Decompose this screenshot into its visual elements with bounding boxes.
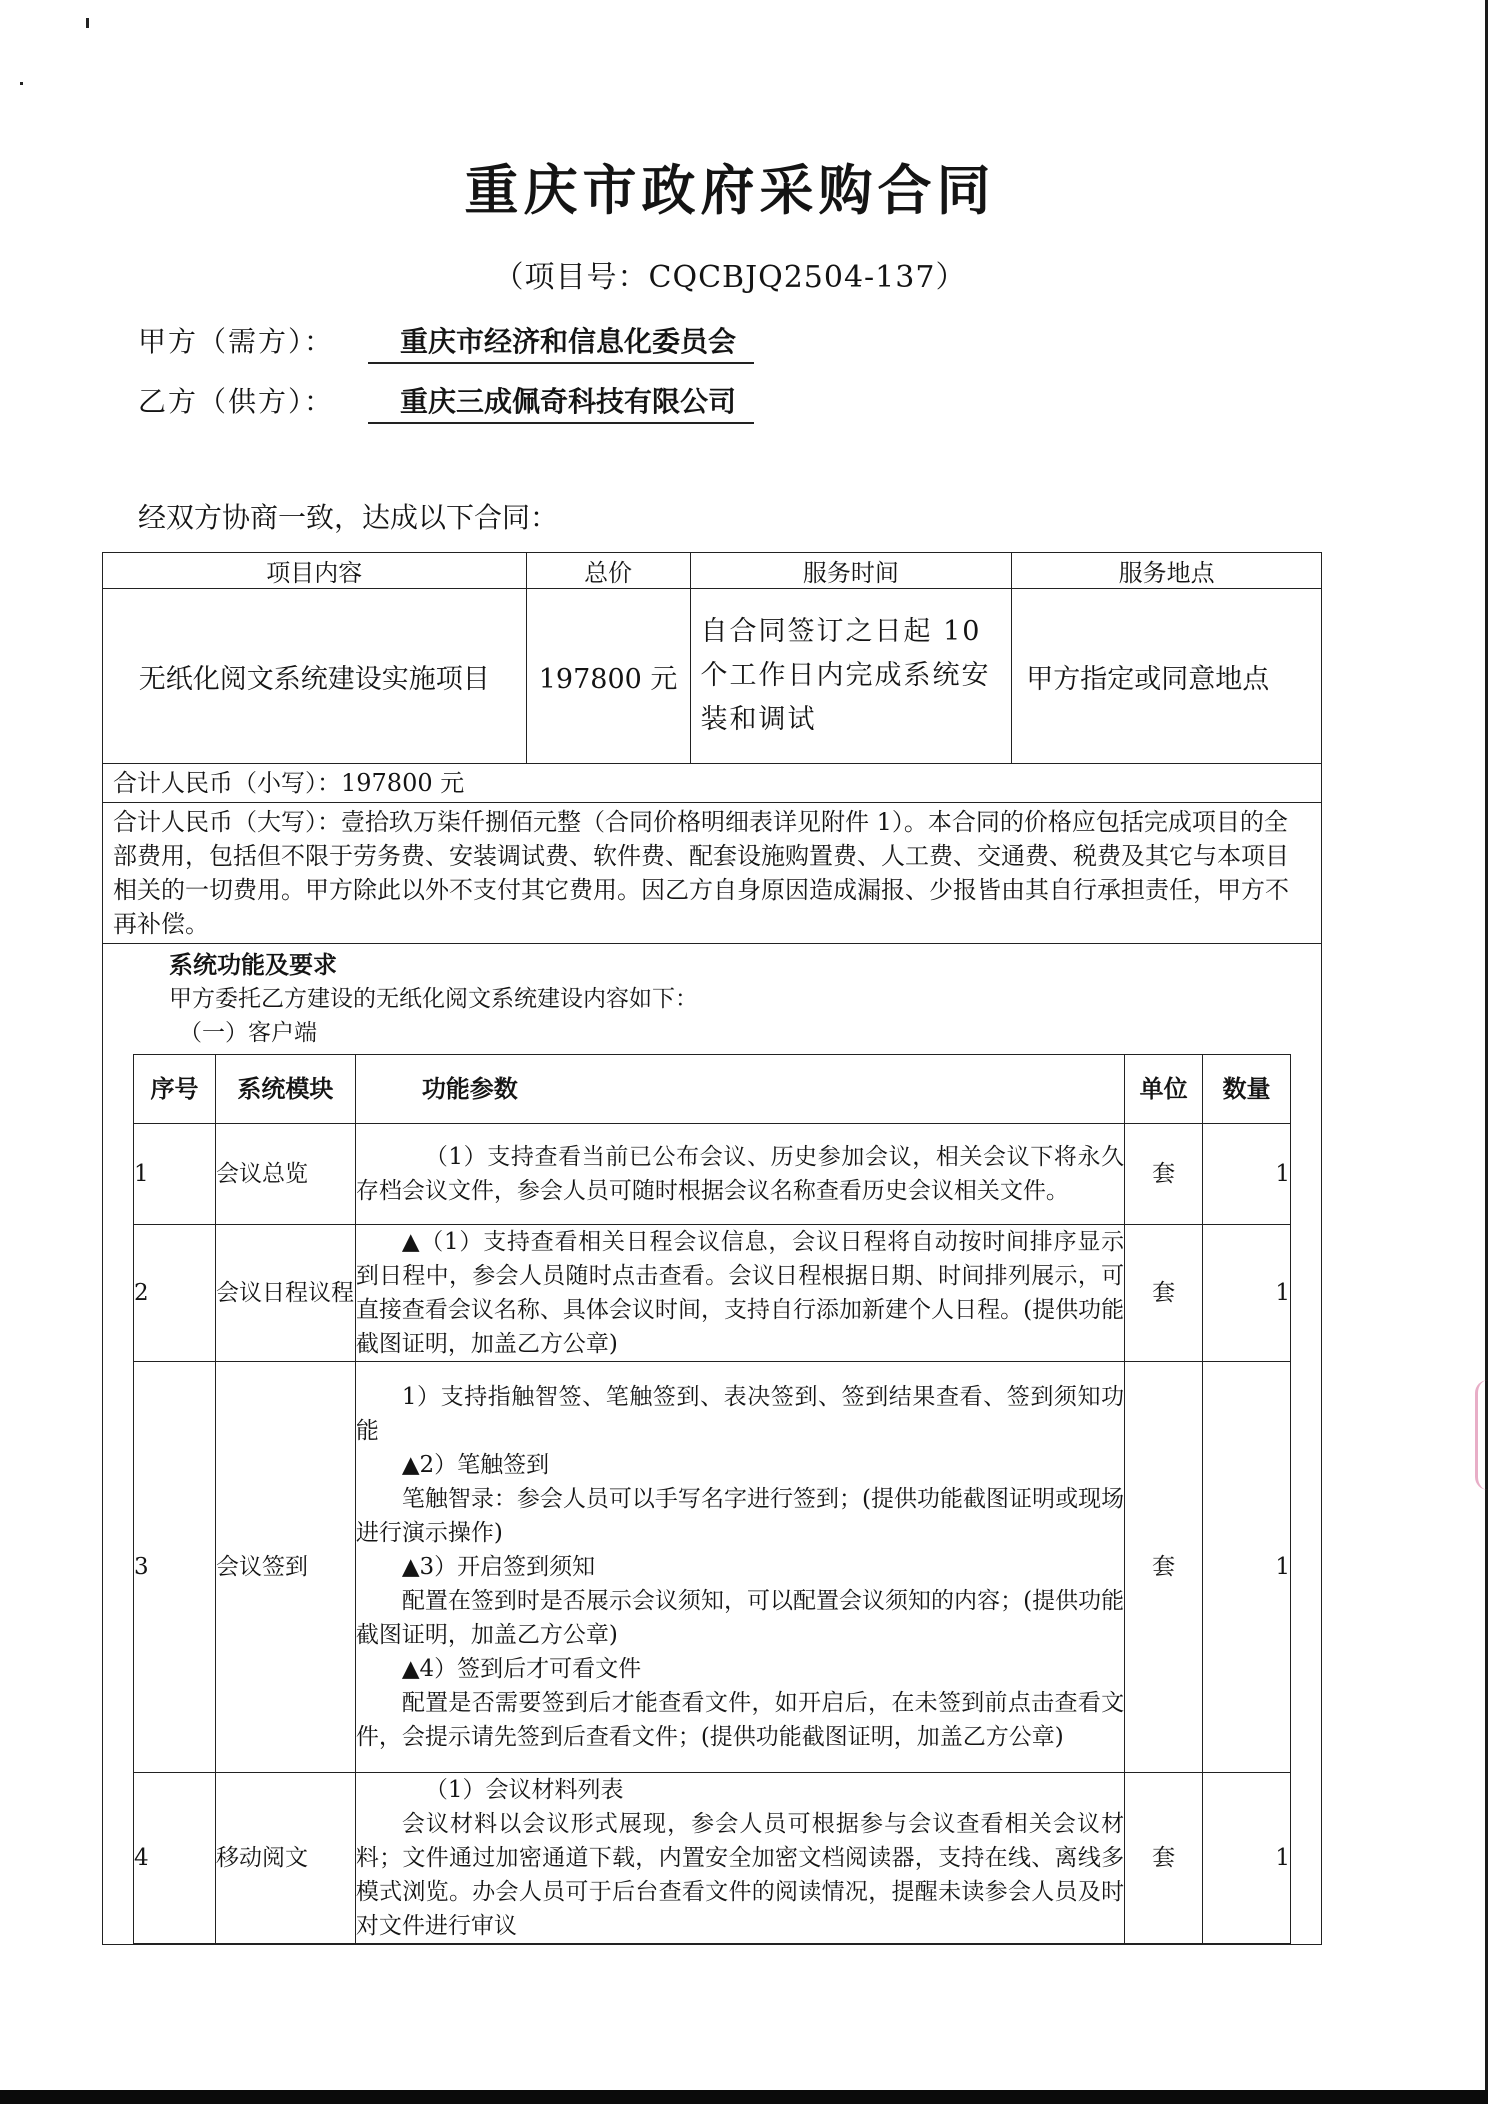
row-unit: 套 xyxy=(1125,1773,1203,1944)
service-place: 甲方指定或同意地点 xyxy=(1012,589,1322,764)
table-row xyxy=(134,1225,1291,1362)
item-name: 无纸化阅文系统建设实施项目 xyxy=(103,589,527,764)
header-item: 项目内容 xyxy=(103,553,527,589)
param-line: （1）会议材料列表 xyxy=(424,1777,624,1803)
param-line: 配置在签到时是否展示会议须知，可以配置会议须知的内容；(提供功能截图证明，加盖乙方公章) xyxy=(355,1588,1125,1648)
row-qty: 1 xyxy=(1203,1225,1291,1362)
param-line: 配置是否需要签到后才能查看文件，如开启后，在未签到前点击查看文件，会提示请先签到后查看文件；(提供功能截图证明，加盖乙方公章) xyxy=(355,1690,1125,1750)
fn-header-module: 系统模块 xyxy=(215,1055,355,1124)
row-module: 会议总览 xyxy=(215,1124,355,1225)
total-small: 合计人民币（小写）：197800 元 xyxy=(103,764,1322,803)
row-unit: 套 xyxy=(1125,1362,1203,1773)
project-number: （项目号：CQCBJQ2504-137） xyxy=(493,260,967,295)
row-no: 1 xyxy=(134,1124,216,1225)
contract-table xyxy=(102,552,1322,1945)
row-params xyxy=(355,1225,1124,1362)
document-title: 重庆市政府采购合同 xyxy=(464,158,996,222)
row-no: 4 xyxy=(134,1773,216,1944)
party-a-value: 重庆市经济和信息化委员会 xyxy=(368,320,754,364)
row-module: 移动阅文 xyxy=(215,1773,355,1944)
scan-speck xyxy=(20,82,23,85)
header-place: 服务地点 xyxy=(1012,553,1322,589)
row-params xyxy=(355,1362,1124,1773)
row-no: 3 xyxy=(134,1362,216,1773)
param-line: （1）支持查看当前已公布会议、历史参加会议，相关会议下将永久存档会议文件，参会人员可随时根据会议名称查看历史会议相关文件。 xyxy=(355,1144,1125,1204)
row-unit: 套 xyxy=(1125,1225,1203,1362)
param-line: ▲3）开启签到须知 xyxy=(401,1554,596,1580)
service-time: 自合同签订之日起 10 个工作日内完成系统安装和调试 xyxy=(690,589,1012,764)
param-line: 1）支持指触智签、笔触签到、表决签到、签到结果查看、签到须知功能 xyxy=(355,1384,1125,1444)
param-line: 笔触智录：参会人员可以手写名字进行签到；(提供功能截图证明或现场进行演示操作) xyxy=(355,1486,1125,1546)
page-edge-bottom xyxy=(0,2090,1488,2104)
row-unit: 套 xyxy=(1125,1124,1203,1225)
param-line: 会议材料以会议形式展现，参会人员可根据参与会议查看相关会议材料；文件通过加密通道下载，内置安全加密文档阅读器，支持在线、离线多模式浏览。办会人员可于后台查看文件的阅读情况，提醒未读参会人员及时对文件进行审议 xyxy=(355,1811,1125,1939)
total-big: 合计人民币（大写）：壹拾玖万柒仟捌佰元整（合同价格明细表详见附件 1）。本合同的价格应包括完成项目的全部费用，包括但不限于劳务费、安装调试费、软件费、配套设施购置费、人工费、交通费、税费及其它与本项目相关的一切费用。甲方除此以外不支付其它费用。因乙方自身原因造成漏报、少报皆由其自行承担责任，甲方不再补偿。 xyxy=(103,803,1322,944)
party-b xyxy=(138,380,754,424)
table-row xyxy=(134,1124,1291,1225)
system-section xyxy=(103,944,1322,1945)
param-line: ▲2）笔触签到 xyxy=(401,1452,550,1478)
system-heading: 系统功能及要求 xyxy=(169,950,337,979)
total-price: 197800 元 xyxy=(526,589,690,764)
row-module: 会议签到 xyxy=(215,1362,355,1773)
row-qty: 1 xyxy=(1203,1773,1291,1944)
row-params xyxy=(355,1773,1124,1944)
row-no: 2 xyxy=(134,1225,216,1362)
party-a xyxy=(138,320,754,364)
param-line: ▲4）签到后才可看文件 xyxy=(401,1656,642,1682)
scan-speck xyxy=(86,18,89,28)
party-b-label: 乙方（供方）： xyxy=(138,385,335,418)
fn-header-no: 序号 xyxy=(134,1055,216,1124)
row-qty: 1 xyxy=(1203,1362,1291,1773)
party-a-label: 甲方（需方）： xyxy=(138,325,335,358)
system-desc: 甲方委托乙方建设的无纸化阅文系统建设内容如下： xyxy=(169,986,698,1012)
header-price: 总价 xyxy=(526,553,690,589)
row-module: 会议日程议程 xyxy=(215,1225,355,1362)
fn-header-params: 功能参数 xyxy=(355,1055,1124,1124)
intro-text: 经双方协商一致，达成以下合同： xyxy=(138,501,559,534)
client-section-label: （一）客户端 xyxy=(179,1020,317,1046)
function-table xyxy=(133,1054,1291,1944)
fn-header-unit: 单位 xyxy=(1125,1055,1203,1124)
row-qty: 1 xyxy=(1203,1124,1291,1225)
table-row xyxy=(134,1362,1291,1773)
seal-stamp-fragment xyxy=(1475,1380,1488,1490)
param-line: ▲（1）支持查看相关日程会议信息，会议日程将自动按时间排序显示到日程中，参会人员随时点击查看。会议日程根据日期、时间排列展示，可直接查看会议名称、具体会议时间，支持自行添加新建个人日程。(提供功能截图证明，加盖乙方公章) xyxy=(355,1229,1125,1357)
row-params xyxy=(355,1124,1124,1225)
header-time: 服务时间 xyxy=(690,553,1012,589)
fn-header-qty: 数量 xyxy=(1203,1055,1291,1124)
table-row xyxy=(134,1773,1291,1944)
party-b-value: 重庆三成佩奇科技有限公司 xyxy=(368,380,754,424)
